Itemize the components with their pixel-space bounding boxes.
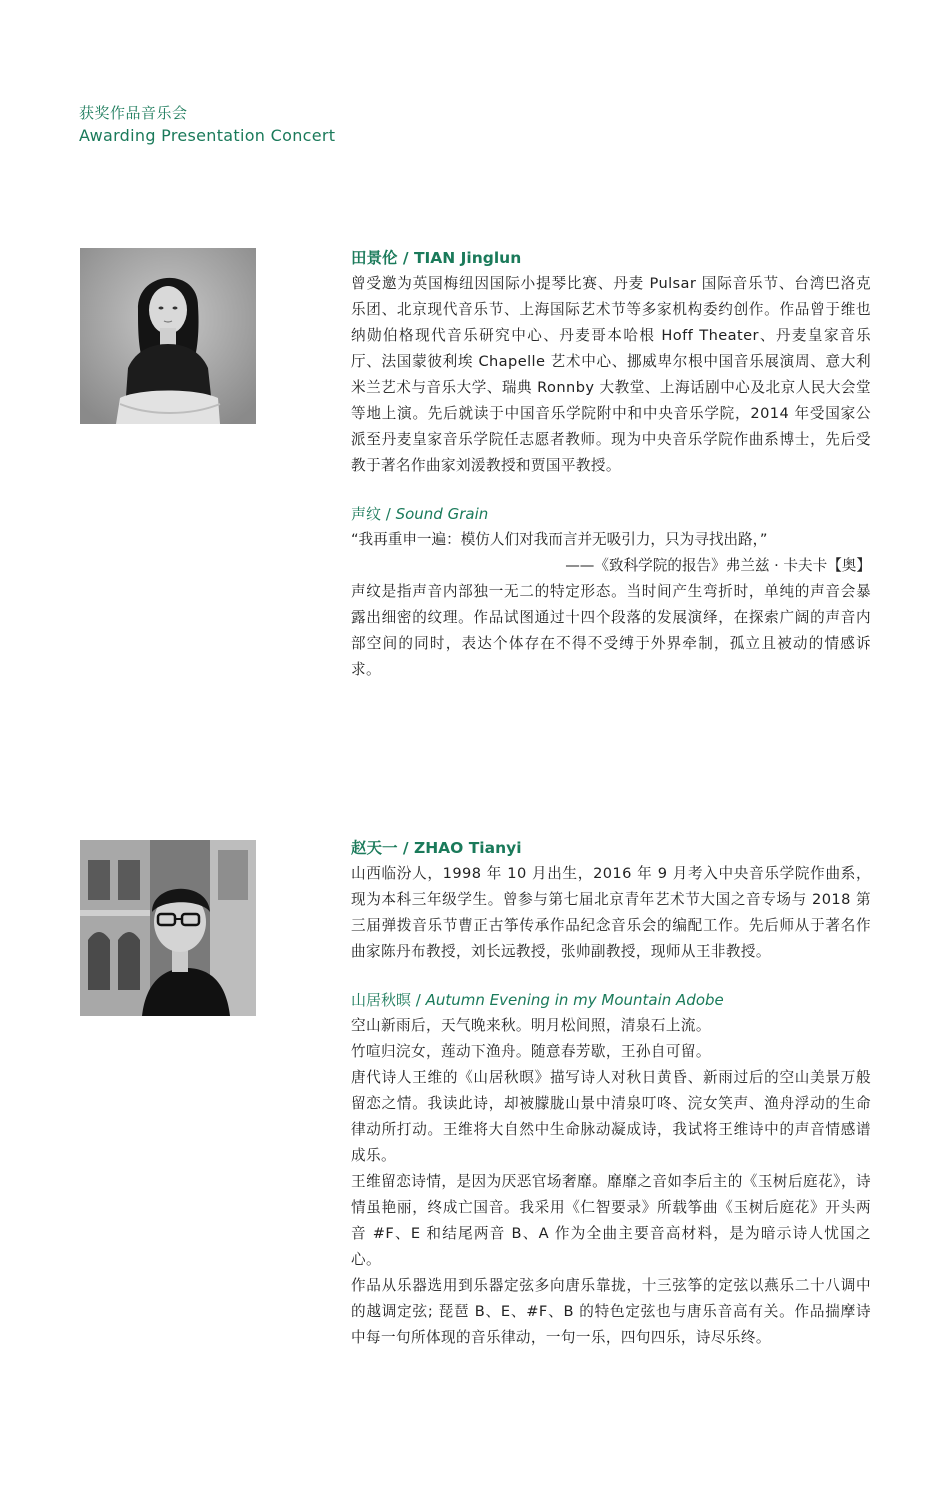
composer-name: 赵天一 / ZHAO Tianyi: [351, 839, 522, 857]
concert-title-zh: 获奖作品音乐会: [79, 104, 188, 122]
composer-section-zhao: [351, 837, 871, 1351]
work-description: 声纹是指声音内部独一无二的特定形态。当时间产生弯折时，单纯的声音会暴露出细密的纹理。作品试图通过十四个段落的发展演绎，在探索广阔的声音内部空间的同时，表达个体存在不得不受缚于外界牵制，孤立且被动的情感诉求。: [351, 583, 871, 678]
composer-bio: 山西临汾人，1998 年 10 月出生，2016 年 9 月考入中央音乐学院作曲系，现为本科三年级学生。曾参与第七届北京青年艺术节大国之音专场与 2018 第三届弹拨音乐节曹正古筝传承作品纪念音乐会的编配工作。先后师从于著名作曲家陈丹布教授，刘长远教授，张帅副教授，现师从王非教授。: [351, 865, 871, 960]
composer-photo-tian: [80, 248, 256, 424]
work-title-en: Autumn Evening in my Mountain Adobe: [425, 991, 724, 1009]
work-title-en: Sound Grain: [395, 505, 489, 523]
work-paragraph: 王维留恋诗情，是因为厌恶官场奢靡。靡靡之音如李后主的《玉树后庭花》，诗情虽艳丽，终成亡国音。我采用《仁智要录》所载筝曲《玉树后庭花》开头两音 #F、E 和结尾两音 B、A 作为全曲主要音高材料，是为暗示诗人忧国之心。: [351, 1173, 871, 1268]
quote-attribution: ——《致科学院的报告》弗兰兹 · 卡夫卡【奥】: [565, 557, 871, 574]
poem-line: 空山新雨后，天气晚来秋。明月松间照，清泉石上流。: [351, 1017, 711, 1034]
work-title-zh: 声纹 /: [351, 505, 396, 523]
work-paragraph: 唐代诗人王维的《山居秋暝》描写诗人对秋日黄昏、新雨过后的空山美景万般留恋之情。我读此诗，却被朦胧山景中清泉叮咚、浣女笑声、渔舟浮动的生命律动所打动。王维将大自然中生命脉动凝成诗，我试将王维诗中的声音情感谱成乐。: [351, 1069, 871, 1164]
poem-line: 竹喧归浣女，莲动下渔舟。随意春芳歇，王孙自可留。: [351, 1043, 711, 1060]
concert-title-en: Awarding Presentation Concert: [79, 126, 336, 145]
work-paragraph: 作品从乐器选用到乐器定弦多向唐乐靠拢，十三弦筝的定弦以燕乐二十八调中的越调定弦; 琵琶 B、E、#F、B 的特色定弦也与唐乐音高有关。作品揣摩诗中每一句所体现的音乐律动，一句一乐，四句四乐，诗尽乐终。: [351, 1277, 871, 1346]
work-title: [351, 989, 871, 1011]
composer-photo-zhao: [80, 840, 256, 1016]
composer-name: 田景伦 / TIAN Jinglun: [351, 249, 522, 267]
composer-section-tian: [351, 247, 871, 683]
work-title: [351, 503, 871, 525]
concert-header: [79, 102, 335, 148]
work-title-zh: 山居秋暝 /: [351, 991, 426, 1009]
section-spacer: [351, 479, 871, 503]
work-quote: “我再重申一遍：模仿人们对我而言并无吸引力，只为寻找出路，”: [351, 531, 768, 548]
section-spacer: [351, 965, 871, 989]
composer-bio: 曾受邀为英国梅纽因国际小提琴比赛、丹麦 Pulsar 国际音乐节、台湾巴洛克乐团、北京现代音乐节、上海国际艺术节等多家机构委约创作。作品曾于维也纳勋伯格现代音乐研究中心、丹麦哥本哈根 Hoff Theater、丹麦皇家音乐厅、法国蒙彼利埃 Chapelle 艺术中心、挪威卑尔根中国音乐展演周、意大利米兰艺术与音乐大学、瑞典 Ronnby 大教堂、上海话剧中心及北京人民大会堂等地上演。先后就读于中国音乐学院附中和中央音乐学院，2014 年受国家公派至丹麦皇家音乐学院任志愿者教师。现为中央音乐学院作曲系博士，先后受教于著名作曲家刘湲教授和贾国平教授。: [351, 275, 871, 474]
